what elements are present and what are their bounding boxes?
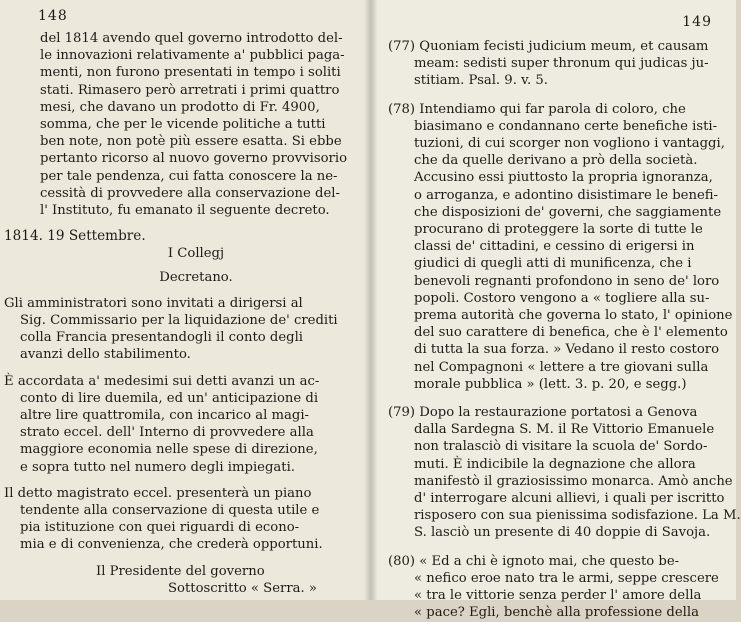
- text-line: nel Compagnoni « lettere a tre giovani sulla: [414, 359, 709, 375]
- text-line: risposero con sua pienissima sodisfazione. La M.: [414, 508, 741, 524]
- text-line: e sopra tutto nel numero degli impiegati.: [20, 459, 295, 475]
- text-line: È accordata a' medesimi sui detti avanzi un ac-: [4, 373, 320, 389]
- text-line: del suo carattere di benefica, che è l' elemento: [414, 325, 728, 341]
- text-line: dalla Sardegna S. M. il Re Vittorio Emanuele: [414, 422, 715, 438]
- text-line: stitiam. Psal. 9. v. 5.: [414, 73, 548, 89]
- text-line: colla Francia presentandogli il conto degli: [20, 330, 304, 346]
- text-line: meam: sedisti super thronum qui judicas ju-: [414, 56, 709, 72]
- text-line: S. lasciò un presente di 40 doppie di Savoja.: [414, 525, 711, 541]
- text-line: « pace? Egli, benchè alla professione della: [414, 605, 699, 621]
- text-line: per tale pendenza, cui fatta conoscere la ne-: [40, 168, 338, 184]
- text-line: d' interrogare alcuni allievi, i quali per iscritto: [414, 491, 725, 507]
- text-line: le innovazioni relativamente a' pubblici paga-: [40, 48, 345, 64]
- page-number-right: 149: [682, 14, 712, 30]
- text-line: maggiore economia nelle spese di direzione,: [20, 442, 318, 458]
- footnote-79: [388, 404, 741, 542]
- text-line: biasimano e condannano certe benefiche isti-: [414, 118, 718, 134]
- text-line: morale pubblica » (lett. 3. p. 20, e segg.): [414, 376, 687, 392]
- text-line: non tralasciò di visitare la scuola de' Sordo-: [414, 439, 708, 455]
- text-line: che disposizioni de' governi, che saggiamente: [414, 204, 722, 220]
- text-line: procurano di proteggere la sorte di tutte le: [414, 222, 703, 238]
- text-line: avanzi dello stabilimento.: [20, 347, 191, 363]
- decree-date: 1814. 19 Settembre.: [4, 228, 146, 245]
- text-line: pertanto ricorso al nuovo governo provvisorio: [40, 151, 348, 167]
- text-line: « tra le vittorie senza perder l' amore della: [414, 588, 702, 604]
- decree-heading-collegj: I Collegj: [167, 246, 225, 262]
- text-line: (78) Intendiamo qui far parola di coloro, che: [388, 101, 686, 117]
- text-line: muti. È indicibile la degnazione che allora: [414, 456, 696, 472]
- decree-heading-decretano: Decretano.: [159, 269, 233, 285]
- paragraph-article-2: [4, 373, 352, 476]
- text-line: menti, non furono presentati in tempo i soliti: [40, 65, 341, 81]
- footnote-80: [388, 553, 719, 622]
- text-line: stati. Rimasero però arretrati i primi quattro: [40, 82, 340, 98]
- text-line: popoli. Costoro vengono a « togliere alla su-: [414, 290, 710, 306]
- text-line: tendente alla conservazione di questa utile e: [20, 503, 320, 519]
- paragraph-intro: [40, 30, 352, 219]
- text-line: tuzioni, di cui scorger non vogliono i vantaggi,: [414, 136, 725, 152]
- text-line: (79) Dopo la restaurazione portatosi a Genova: [388, 405, 698, 421]
- footnote-77: [388, 38, 714, 90]
- text-line: giudici di quegli atti di munificenza, che i: [414, 256, 692, 272]
- text-line: mesi, che davano un prodotto di Fr. 4900,: [40, 99, 320, 115]
- text-line: « nefico eroe nato tra le armi, seppe crescere: [414, 570, 719, 586]
- text-line: Sig. Commissario per la liquidazione de' crediti: [20, 313, 338, 329]
- text-line: che da quelle derivano a prò della società.: [414, 153, 698, 169]
- text-line: (77) Quoniam fecisti judicium meum, et causam: [388, 39, 709, 54]
- text-line: cessità di provvedere alla conservazione del-: [40, 185, 340, 201]
- paragraph-article-3: [4, 485, 352, 554]
- page-number-left: 148: [38, 8, 68, 24]
- text-line: Gli amministratori sono invitati a dirigersi al: [4, 295, 303, 311]
- text-line: (80) « Ed a chi è ignoto mai, che questo be-: [388, 553, 680, 569]
- text-line: pia istituzione con quei riguardi di econo-: [20, 520, 300, 536]
- signature-president: Il Presidente del governo: [96, 563, 265, 579]
- text-line: altre lire quattromila, con incarico al magi-: [20, 408, 310, 424]
- text-line: mia e di convenienza, che crederà opportuni.: [20, 537, 323, 553]
- text-line: conto di lire duemila, ed un' anticipazione di: [20, 390, 319, 406]
- text-line: prema autorità che governa lo stato, l' opinione: [414, 308, 733, 324]
- text-line: strato eccel. dell' Interno di provvedere alla: [20, 425, 314, 441]
- right-page: [370, 0, 741, 621]
- text-line: del 1814 avendo quel governo introdotto del-: [40, 31, 343, 46]
- text-line: Il detto magistrato eccel. presenterà un piano: [4, 485, 312, 501]
- text-line: Accusino essi piuttosto la propria ignoranza,: [414, 170, 713, 186]
- text-line: di tutta la sua forza. » Vedano il resto costoro: [414, 342, 720, 358]
- text-line: classi de' cittadini, e cessino di erigersi in: [414, 239, 695, 255]
- text-line: benevoli regnanti profondono in seno de' loro: [414, 273, 720, 289]
- signature-signed: Sottoscritto « Serra. »: [168, 580, 317, 596]
- text-line: manifestò il graziosissimo monarca. Amò anche: [414, 473, 733, 489]
- paragraph-article-1: [4, 295, 352, 364]
- footnote-78: [388, 101, 733, 393]
- text-line: somma, che per le vicende politiche a tutti: [40, 117, 326, 133]
- left-page: [0, 0, 370, 600]
- text-line: l' Instituto, fu emanato il seguente decreto.: [40, 203, 330, 219]
- text-line: ben note, non potè più essere esatta. Si ebbe: [40, 134, 342, 150]
- text-line: o arroganza, e adontino disistimare le benefi-: [414, 187, 719, 203]
